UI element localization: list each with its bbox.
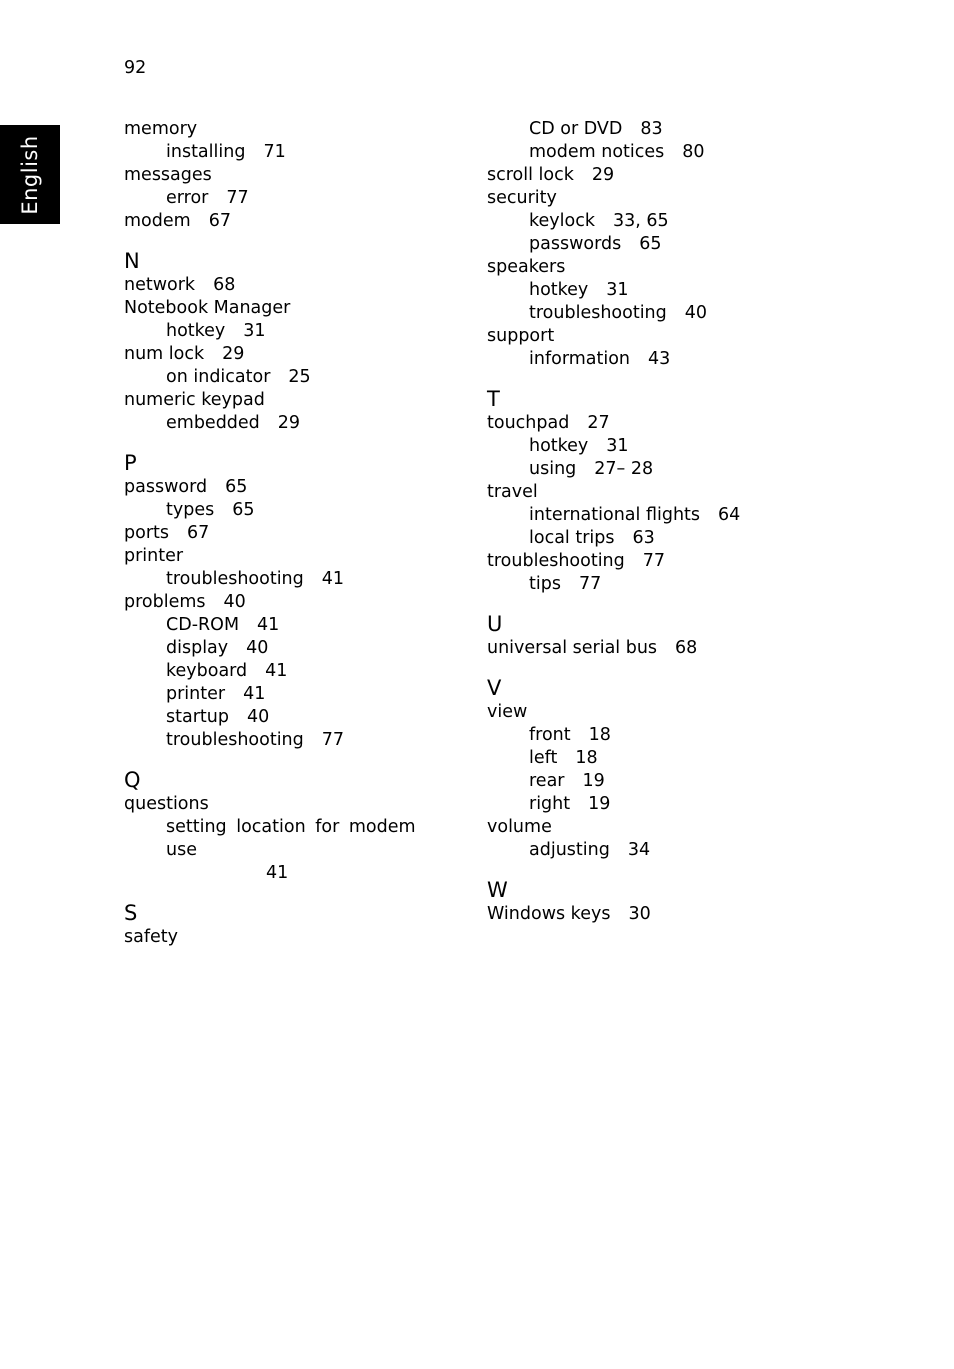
index-entry — [487, 187, 817, 210]
index-subentry — [487, 527, 817, 550]
index-term: adjusting — [529, 840, 610, 860]
page-reference: 29 — [222, 344, 245, 364]
page-reference: 34 — [627, 840, 651, 860]
index-entry — [124, 274, 449, 297]
index-term: hotkey — [529, 436, 589, 456]
index-term: touchpad — [487, 413, 570, 433]
page-reference: 77 — [321, 730, 345, 750]
page-reference: 25 — [288, 367, 311, 387]
page-reference: 18 — [575, 748, 598, 768]
index-term: num lock — [124, 344, 205, 364]
page-reference: 41 — [266, 863, 289, 883]
page-reference: 65 — [225, 477, 248, 497]
page-reference: 41 — [321, 569, 345, 589]
index-entry — [124, 522, 449, 545]
index-term: error — [166, 188, 209, 208]
index-term: hotkey — [529, 280, 589, 300]
index-letter-heading: S — [124, 901, 138, 925]
index-entry — [124, 389, 449, 412]
page-reference: 30 — [628, 904, 651, 924]
index-term: universal serial bus — [487, 638, 658, 658]
index-entry — [124, 297, 449, 320]
index-term: travel — [487, 482, 538, 502]
index-term: volume — [487, 817, 552, 837]
page-reference: 40 — [223, 592, 246, 612]
index-subentry — [487, 573, 817, 596]
index-subentry — [487, 348, 817, 371]
page-reference: 67 — [208, 211, 231, 231]
index-letter-heading: N — [124, 249, 140, 273]
page-reference: 31 — [606, 436, 629, 456]
index-term: rear — [529, 771, 565, 791]
index-term: Notebook Manager — [124, 298, 291, 318]
index-entry — [487, 903, 817, 926]
index-entry — [487, 481, 817, 504]
page-reference: 68 — [213, 275, 236, 295]
index-term: display — [166, 638, 229, 658]
index-term: CD-ROM — [166, 615, 240, 635]
index-column-left — [124, 118, 449, 949]
index-term: left — [529, 748, 558, 768]
index-subentry — [124, 141, 449, 164]
index-subentry — [487, 141, 817, 164]
index-term: troubleshooting — [529, 303, 667, 323]
page-reference: 80 — [682, 142, 705, 162]
page-reference: 40 — [684, 303, 708, 323]
index-term: tips — [529, 574, 561, 594]
page-reference: 41 — [265, 661, 288, 681]
page-reference: 67 — [187, 523, 210, 543]
language-tab — [0, 125, 60, 224]
index-term: Windows keys — [487, 904, 611, 924]
index-entry — [487, 164, 817, 187]
index-term: printer — [124, 546, 184, 566]
index-term: scroll lock — [487, 165, 574, 185]
page-reference: 77 — [226, 188, 249, 208]
index-subentry — [124, 729, 449, 752]
index-term: memory — [124, 119, 198, 139]
index-term: problems — [124, 592, 206, 612]
index-term: keyboard — [166, 661, 248, 681]
page-reference: 83 — [640, 119, 663, 139]
index-term: installing — [166, 142, 246, 162]
index-term: troubleshooting — [166, 730, 304, 750]
page-reference: 41 — [257, 615, 280, 635]
index-subentry — [124, 320, 449, 343]
index-term: using — [529, 459, 577, 479]
index-subentry — [124, 683, 449, 706]
page-reference: 65 — [232, 500, 255, 520]
index-term: speakers — [487, 257, 566, 277]
index-subentry — [487, 233, 817, 256]
index-entry — [487, 256, 817, 279]
page-reference: 40 — [246, 707, 270, 727]
index-term: hotkey — [166, 321, 226, 341]
index-entry — [124, 210, 449, 233]
index-entry — [124, 343, 449, 366]
index-subentry — [124, 614, 449, 637]
index-term: on indicator — [166, 367, 271, 387]
page-reference: 77 — [642, 551, 666, 571]
page-reference: 63 — [632, 528, 655, 548]
index-term: numeric keypad — [124, 390, 265, 410]
index-entry — [124, 118, 449, 141]
index-term: types — [166, 500, 215, 520]
index-letter-heading: T — [487, 387, 500, 411]
index-column-right — [487, 118, 817, 926]
page-reference: 68 — [675, 638, 698, 658]
index-letter-heading: V — [487, 676, 502, 700]
index-term: troubleshooting — [166, 569, 304, 589]
index-term: information — [529, 349, 631, 369]
index-letter-heading: W — [487, 878, 508, 902]
index-term: ports — [124, 523, 169, 543]
page-reference: 19 — [582, 771, 605, 791]
index-entry — [487, 816, 817, 839]
page-reference: 19 — [588, 794, 611, 814]
page-reference: 31 — [606, 280, 629, 300]
page-reference: 27– 28 — [594, 459, 654, 479]
index-term: modem — [124, 211, 191, 231]
index-subentry — [487, 793, 817, 816]
index-subentry — [487, 279, 817, 302]
index-subentry — [487, 435, 817, 458]
index-subentry — [124, 187, 449, 210]
index-entry — [487, 412, 817, 435]
index-subentry — [124, 568, 449, 591]
index-entry — [124, 793, 449, 816]
page-reference: 40 — [246, 638, 269, 658]
page-reference: 29 — [277, 413, 301, 433]
index-term: right — [529, 794, 571, 814]
index-subentry — [487, 458, 817, 481]
index-subentry — [124, 706, 449, 729]
page-reference: 43 — [648, 349, 671, 369]
index-subentry — [124, 660, 449, 683]
page-reference: 33, 65 — [612, 211, 669, 231]
page-number: 92 — [124, 58, 147, 78]
index-entry — [124, 545, 449, 568]
page-reference: 71 — [263, 142, 286, 162]
page-reference: 31 — [243, 321, 266, 341]
index-entry — [487, 637, 817, 660]
index-subentry — [487, 118, 817, 141]
index-subentry — [487, 210, 817, 233]
index-term: messages — [124, 165, 212, 185]
index-term: local trips — [529, 528, 615, 548]
index-term: passwords — [529, 234, 622, 254]
index-subentry — [124, 816, 449, 885]
index-subentry — [487, 302, 817, 325]
index-term: password — [124, 477, 208, 497]
index-term: safety — [124, 927, 178, 947]
index-subentry — [487, 770, 817, 793]
index-entry — [487, 701, 817, 724]
index-term: setting location for modem use — [166, 817, 416, 860]
index-term: network — [124, 275, 196, 295]
index-subentry — [124, 499, 449, 522]
index-term: keylock — [529, 211, 595, 231]
index-subentry — [487, 724, 817, 747]
index-subentry — [487, 839, 817, 862]
index-entry — [124, 926, 449, 949]
index-entry — [124, 164, 449, 187]
page-reference: 29 — [591, 165, 615, 185]
page-reference: 27 — [587, 413, 610, 433]
index-term: troubleshooting — [487, 551, 625, 571]
index-term: international flights — [529, 505, 701, 525]
index-letter-heading: Q — [124, 768, 141, 792]
index-term: modem notices — [529, 142, 665, 162]
page-reference: 41 — [243, 684, 266, 704]
index-entry — [487, 550, 817, 573]
page-reference: 65 — [639, 234, 662, 254]
index-term: questions — [124, 794, 209, 814]
index-term: support — [487, 326, 555, 346]
language-tab-label: English — [18, 134, 42, 215]
index-subentry — [124, 412, 449, 435]
index-term: view — [487, 702, 528, 722]
index-letter-heading: U — [487, 612, 503, 636]
page-reference: 18 — [588, 725, 611, 745]
index-subentry — [124, 637, 449, 660]
index-letter-heading: P — [124, 451, 137, 475]
index-term: CD or DVD — [529, 119, 623, 139]
index-term: embedded — [166, 413, 260, 433]
index-subentry — [487, 504, 817, 527]
index-entry — [124, 476, 449, 499]
index-entry — [124, 591, 449, 614]
index-term: security — [487, 188, 557, 208]
index-entry — [487, 325, 817, 348]
index-subentry — [487, 747, 817, 770]
page-reference: 77 — [578, 574, 602, 594]
page-reference: 64 — [718, 505, 741, 525]
index-subentry — [124, 366, 449, 389]
index-term: front — [529, 725, 571, 745]
index-term: printer — [166, 684, 226, 704]
index-term: startup — [166, 707, 229, 727]
